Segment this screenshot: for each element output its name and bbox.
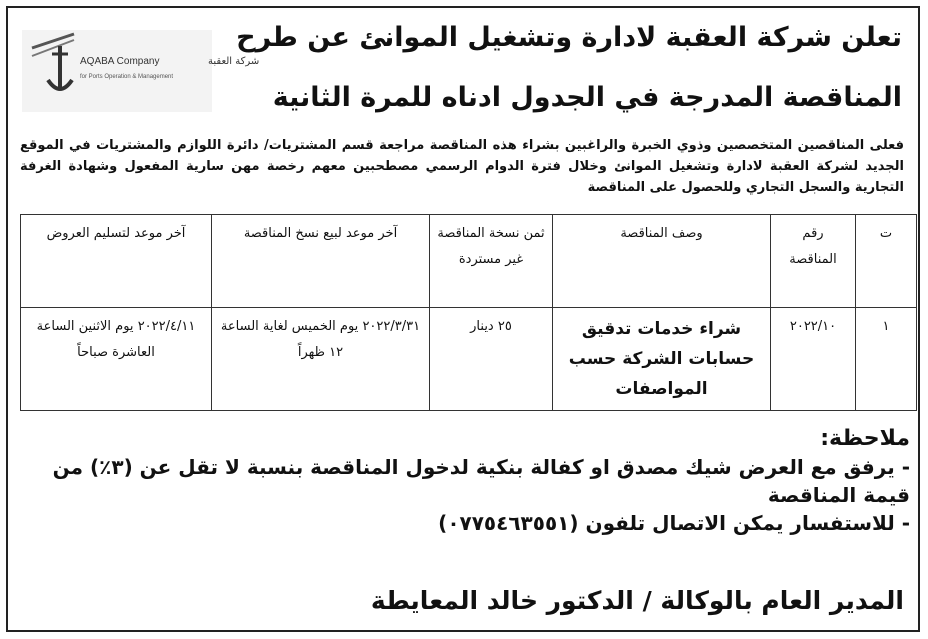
cell-sale-deadline: ٢٠٢٢/٣/٣١ يوم الخميس لغاية الساعة ١٢ ظهراً xyxy=(212,308,430,411)
cell-description: شراء خدمات تدقيق حسابات الشركة حسب المواصفات xyxy=(553,308,771,411)
cell-index: ١ xyxy=(856,308,917,411)
table-header-row xyxy=(21,215,917,308)
signature-line: المدير العام بالوكالة / الدكتور خالد المعايطة xyxy=(370,586,904,615)
cell-price: ٢٥ دينار xyxy=(430,308,553,411)
header-index: ت xyxy=(856,215,917,308)
header-price: ثمن نسخة المناقصة غير مستردة xyxy=(430,215,553,308)
notes-title: ملاحظة: xyxy=(820,426,910,451)
header-tender-number: رقم المناقصة xyxy=(771,215,856,308)
cell-tender-number: ٢٠٢٢/١٠ xyxy=(771,308,856,411)
header-description: وصف المناقصة xyxy=(553,215,771,308)
notes-section xyxy=(20,426,910,537)
announcement-title-line2: المناقصة المدرجة في الجدول ادناه للمرة الثانية xyxy=(272,82,902,113)
logo-tagline: for Ports Operation & Management xyxy=(80,74,174,80)
announcement-title-line1: تعلن شركة العقبة لادارة وتشغيل الموانئ عن طرح xyxy=(236,22,902,53)
anchor-logo-icon xyxy=(22,30,260,112)
logo-name-en: AQABA Company xyxy=(80,56,160,67)
note-guarantee: - يرفق مع العرض شيك مصدق او كفالة بنكية لدخول المناقصة بنسبة لا تقل عن (٣٪) من قيمة المناقصة xyxy=(52,455,910,507)
logo-name-ar: شركة العقبة xyxy=(208,56,260,67)
cell-submission-deadline: ٢٠٢٢/٤/١١ يوم الاثنين الساعة العاشرة صباحاً xyxy=(21,308,212,411)
header-sale-deadline: آخر موعد لبيع نسخ المناقصة xyxy=(212,215,430,308)
company-logo xyxy=(22,30,260,112)
intro-paragraph: فعلى المناقصين المتخصصين وذوي الخبرة والراغبين بشراء هذه المناقصة مراجعة قسم المشتريات/ دائرة اللوازم والمشتريات في الموقع الجديد لشركة العقبة لادارة وتشغيل الموانئ وخلال فترة الدوام الرسمي مصطحبين معهم رخصة مهن سارية المفعول وشهادة الغرفة التجارية والسجل التجاري وللحصول على المناقصة xyxy=(20,138,904,195)
note-contact: - للاستفسار يمكن الاتصال تلفون (٠٧٧٥٤٦٣٥٥١) xyxy=(438,511,910,535)
table-row xyxy=(21,308,917,411)
tender-table xyxy=(20,214,917,411)
header-submission-deadline: آخر موعد لتسليم العروض xyxy=(21,215,212,308)
